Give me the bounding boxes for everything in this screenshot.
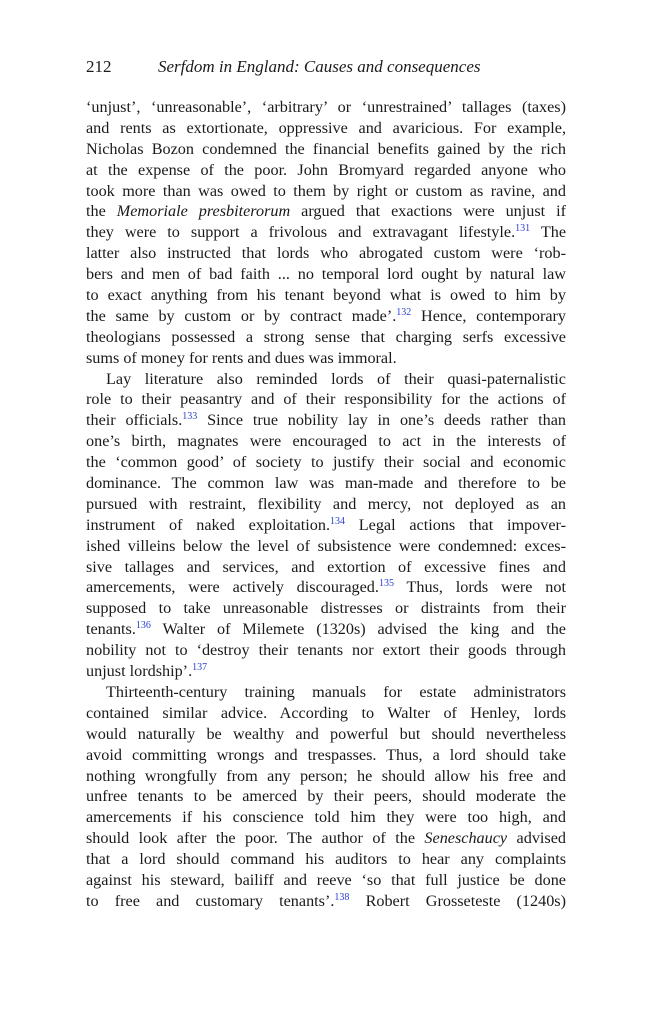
text-run: The — [530, 223, 567, 242]
text-run: argued that exactions were unjust if — [290, 202, 567, 221]
text-run: amercements if his conscience told him they were too high, and — [86, 808, 566, 827]
text-run: instrument of naked exploitation. — [86, 515, 330, 534]
text-line — [86, 557, 566, 578]
text-line — [86, 327, 566, 348]
text-run: the same by custom or by contract made’. — [86, 306, 397, 325]
text-run: bers and men of bad faith ... no temporal lord ought by natural law — [86, 265, 566, 284]
text-run: would naturally be wealthy and powerful but should nevertheless — [86, 724, 566, 743]
text-run: tenants. — [86, 620, 136, 639]
text-run: avoid committing wrongs and trespasses. Thus, a lord should take — [86, 745, 566, 764]
text-run: Thirteenth-century training manuals for estate administrators — [106, 682, 566, 701]
text-line — [86, 891, 566, 912]
paragraph — [86, 682, 566, 912]
text-run: theologians possessed a strong sense that charging serfs excessive — [86, 327, 566, 346]
text-line — [86, 181, 566, 202]
footnote-ref[interactable]: 133 — [182, 411, 198, 423]
text-run: the — [86, 202, 117, 221]
text-run: the ‘common good’ of society to justify their social and economic — [86, 453, 566, 472]
text-run: nobility not to ‘destroy their tenants nor extort their goods through — [86, 641, 566, 660]
text-run: ‘unjust’, ‘unreasonable’, ‘arbitrary’ or ‘unrestrained’ tallages (taxes) — [86, 98, 566, 116]
text-line — [86, 577, 566, 598]
text-run: took more than was owed to them by right or custom as ravine, and — [86, 181, 566, 200]
text-line — [86, 348, 566, 369]
text-line — [86, 661, 566, 682]
text-run: Robert Grosseteste (1240s) — [349, 891, 566, 910]
text-line — [86, 536, 566, 557]
text-run: should look after the poor. The author of the — [86, 829, 425, 848]
text-line — [86, 745, 566, 766]
text-line — [86, 682, 566, 703]
footnote-ref[interactable]: 138 — [334, 891, 350, 903]
text-run: unjust lordship’. — [86, 662, 193, 681]
text-run: sive tallages and services, and extortion of excessive fines and — [86, 557, 566, 576]
text-line — [86, 786, 566, 807]
italic-title: Memoriale presbiterorum — [116, 202, 291, 221]
running-title: Serfdom in England: Causes and consequences — [158, 57, 481, 76]
body-text — [86, 97, 566, 912]
text-run: Walter of Milemete (1320s) advised the king and the — [150, 620, 566, 639]
text-run: latter also instructed that lords who abrogated custom were ‘rob- — [86, 244, 566, 263]
text-run: Hence, contemporary — [411, 306, 567, 325]
text-line — [86, 389, 566, 410]
footnote-ref[interactable]: 136 — [135, 620, 151, 632]
text-run: sums of money for rents and dues was immoral. — [86, 348, 397, 367]
text-run: dominance. The common law was man-made and therefore to be — [86, 474, 566, 493]
text-run: their officials. — [86, 411, 183, 430]
footnote-ref[interactable]: 135 — [378, 578, 394, 590]
text-run: advised — [507, 829, 566, 848]
italic-title: Seneschaucy — [424, 829, 508, 848]
text-line — [86, 369, 566, 390]
text-line — [86, 807, 566, 828]
footnote-ref[interactable]: 132 — [396, 306, 412, 318]
text-run: amercements, were actively discouraged. — [86, 578, 379, 597]
text-run: Legal actions that impover- — [345, 515, 566, 534]
page-number: 212 — [86, 57, 112, 76]
text-run: pursued with restraint, flexibility and mercy, not deployed as an — [86, 494, 566, 513]
text-run: ished villeins below the level of subsistence were condemned: exces- — [86, 536, 566, 555]
text-line — [86, 703, 566, 724]
text-line — [86, 410, 566, 431]
text-line — [86, 724, 566, 745]
text-line — [86, 306, 566, 327]
text-line — [86, 264, 566, 285]
text-line — [86, 598, 566, 619]
text-run: that a lord should command his auditors to hear any complaints — [86, 850, 566, 869]
text-run: unfree tenants to be amerced by their peers, should moderate the — [86, 787, 566, 806]
text-line — [86, 452, 566, 473]
text-line — [86, 222, 566, 243]
footnote-ref[interactable]: 134 — [330, 515, 345, 527]
text-run: Since true nobility lay in one’s deeds rather than — [197, 411, 566, 430]
text-run: and rents as extortionate, oppressive and avaricious. For example, — [86, 118, 566, 137]
text-run: Lay literature also reminded lords of their quasi-paternalistic — [106, 369, 566, 388]
text-run: to exact anything from his tenant beyond what is owed to him by — [86, 286, 566, 305]
text-line — [86, 515, 566, 536]
text-run: one’s birth, magnates were encouraged to act in the interests of — [86, 432, 566, 451]
text-run: Nicholas Bozon condemned the financial benefits gained by the rich — [86, 139, 566, 158]
text-line — [86, 139, 566, 160]
text-line — [86, 828, 566, 849]
text-line — [86, 243, 566, 264]
text-line — [86, 619, 566, 640]
text-line — [86, 494, 566, 515]
running-header — [86, 56, 566, 78]
text-line — [86, 97, 566, 118]
text-run: they were to support a frivolous and extravagant lifestyle. — [86, 223, 516, 242]
footnote-ref[interactable]: 131 — [515, 223, 531, 235]
text-line — [86, 640, 566, 661]
text-run: against his steward, bailiff and reeve ‘so that full justice be done — [86, 870, 566, 889]
paragraph — [86, 97, 566, 369]
text-line — [86, 473, 566, 494]
text-run: to free and customary tenants’. — [86, 891, 335, 910]
text-line — [86, 849, 566, 870]
text-line — [86, 160, 566, 181]
text-run: nothing wrongfully from any person; he should allow his free and — [86, 766, 566, 785]
text-line — [86, 870, 566, 891]
text-run: Thus, lords were not — [393, 578, 566, 597]
text-line — [86, 766, 566, 787]
text-run: at the expense of the poor. John Bromyard regarded anyone who — [86, 160, 566, 179]
footnote-ref[interactable]: 137 — [192, 662, 208, 674]
text-run: supposed to take unreasonable distresses or distraints from their — [86, 599, 566, 618]
text-line — [86, 201, 566, 222]
text-run: contained similar advice. According to Walter of Henley, lords — [86, 703, 566, 722]
text-line — [86, 285, 566, 306]
paragraph — [86, 369, 566, 682]
text-run: role to their peasantry and of their responsibility for the actions of — [86, 390, 566, 409]
text-line — [86, 118, 566, 139]
text-line — [86, 431, 566, 452]
